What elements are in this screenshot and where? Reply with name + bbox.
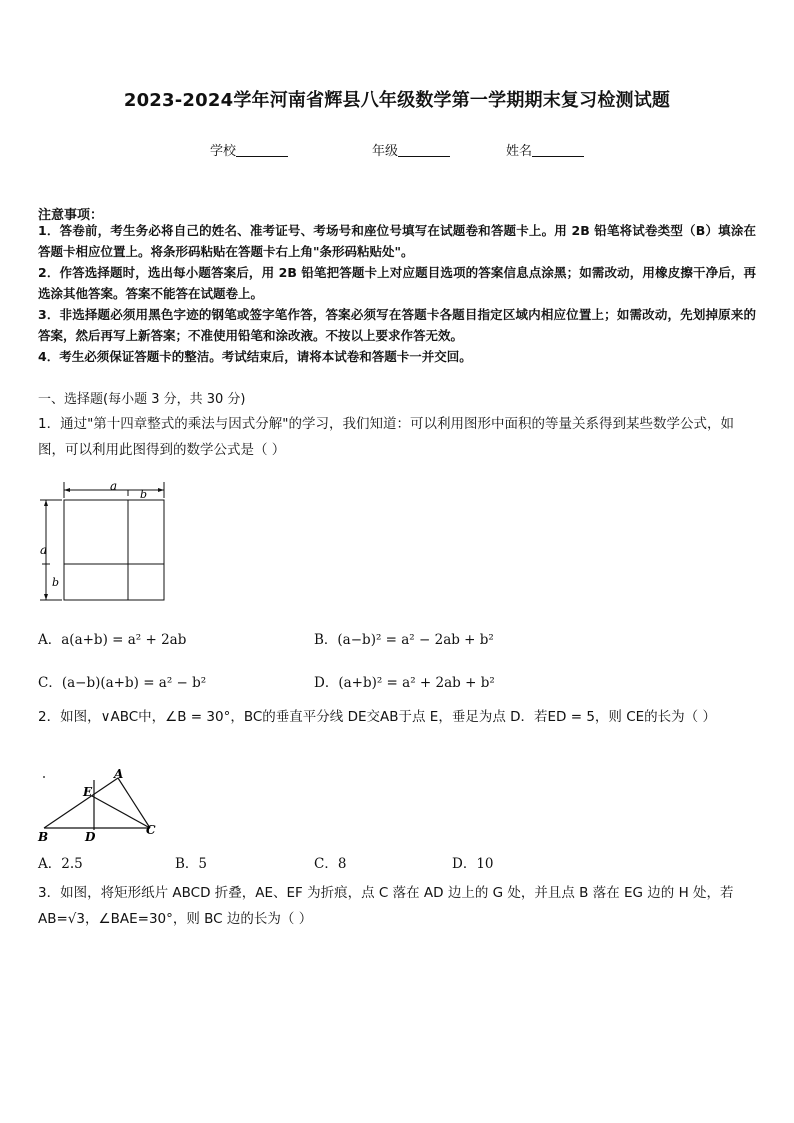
notes-heading: 注意事项： [38,208,104,223]
q1-option-d[interactable]: D．(a+b)² = a² + 2ab + b² [314,675,495,691]
q2-triangle-figure [36,766,160,846]
q1-option-c[interactable]: C．(a−b)(a+b) = a² − b² [38,675,207,691]
q2-label-a: A [114,767,124,781]
question-3-text: 3．如图，将矩形纸片 ABCD 折叠，AE、EF 为折痕，点 C 落在 AD 边上的 G 处，并且点 B 落在 EG 边的 H 处，若 AB=√3，∠BAE=30°，则 BC 边的长为（ ） [38,885,734,927]
name-field [506,140,584,159]
q1-option-a[interactable]: A．a(a+b) = a² + 2ab [38,632,187,648]
q2-option-a[interactable]: A．2.5 [38,856,83,872]
exam-title: 2023-2024学年河南省辉县八年级数学第一学期期末复习检测试题 [123,90,671,111]
question-1-text: 1．通过"第十四章整式的乘法与因式分解"的学习，我们知道：可以利用图形中面积的等量关系得到某些数学公式，如图，可以利用此图得到的数学公式是（ ） [38,416,735,458]
q2-label-d: D [85,830,96,844]
name-label: 姓名 [506,144,533,159]
q2-label-b: B [38,830,49,844]
note-item: 3．非选择题必须用黑色字迹的钢笔或签字笔作答，答案必须写在答题卡各题目指定区域内相应位置上；如需改动，先划掉原来的答案，然后再写上新答案；不准使用铅笔和涂改液。不按以上要求作答无效。 [38,307,756,343]
q2-option-d[interactable]: D．10 [452,856,494,872]
grade-blank [398,144,450,157]
section-heading: 一、选择题(每小题 3 分，共 30 分) [38,392,246,407]
q1-fig-label-a-left: a [40,543,48,557]
grade-label: 年级 [372,144,399,159]
q1-fig-label-b-top: b [140,488,148,501]
school-blank [236,144,288,157]
note-item: 2．作答选择题时，选出每小题答案后，用 2B 铅笔把答题卡上对应题目选项的答案信息点涂黑；如需改动，用橡皮擦干净后，再选涂其他答案。答案不能答在试题卷上。 [38,265,756,301]
q2-option-c[interactable]: C．8 [314,856,347,872]
school-label: 学校 [210,144,237,159]
grade-field [372,140,450,159]
q2-label-c: C [146,823,156,837]
question-2-text: 2．如图，∨ABC中，∠B = 30°，BC的垂直平分线 DE交AB于点 E，垂足为点 D．若ED = 5，则 CE的长为（ ） [38,709,716,725]
q1-square-figure [36,478,176,606]
note-item: 1．答卷前，考生务必将自己的姓名、准考证号、考场号和座位号填写在试题卷和答题卡上。用 2B 铅笔将试卷类型（B）填涂在答题卡相应位置上。将条形码粘贴在答题卡右上角"条形码粘贴处"。 [38,223,756,259]
q1-fig-label-a-top: a [110,479,118,493]
name-blank [532,144,584,157]
q1-fig-label-b-left: b [52,576,60,589]
q2-option-b[interactable]: B．5 [175,856,208,872]
note-item: 4．考生必须保证答题卡的整洁。考试结束后，请将本试卷和答题卡一并交回。 [38,349,472,364]
school-field [210,140,288,159]
q2-label-e: E [83,785,93,799]
q1-option-b[interactable]: B．(a−b)² = a² − 2ab + b² [314,632,494,648]
